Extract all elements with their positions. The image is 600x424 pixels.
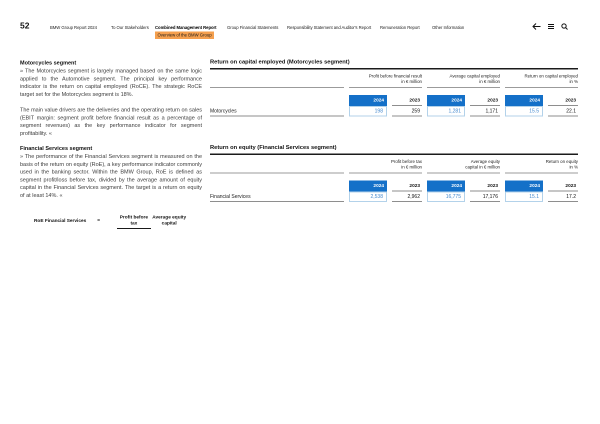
nav-item-other-information[interactable]: Other Information bbox=[432, 25, 465, 30]
nav-item-remuneration-report[interactable]: Remuneration Report bbox=[380, 25, 420, 30]
cell-2023-value: 2,962 bbox=[392, 192, 422, 203]
cell-2023-value: 22.1 bbox=[548, 106, 578, 117]
formula-fraction bbox=[110, 215, 193, 227]
column-group-header-average-equity: Average equity capital in € million bbox=[427, 155, 500, 174]
year-2024-header: 2024 bbox=[427, 181, 465, 192]
year-2024-header: 2024 bbox=[349, 181, 387, 192]
year-2023-header: 2023 bbox=[548, 181, 578, 192]
formula-equals-sign: = bbox=[97, 217, 101, 224]
year-2024-header: 2024 bbox=[427, 95, 465, 106]
column-group-header-roce: Return on capital employed in % bbox=[505, 70, 578, 89]
row-label-financial-services: Financial Services bbox=[210, 192, 344, 203]
table-spacer bbox=[210, 88, 578, 95]
table-grid bbox=[210, 155, 578, 202]
cell-2023-value: 17.2 bbox=[548, 192, 578, 203]
column-group-header-capital-employed: Average capital employed in € million bbox=[427, 70, 500, 89]
table-roe-financial-services bbox=[210, 145, 578, 203]
nav-item-combined-management-report[interactable]: Combined Management Report bbox=[155, 25, 217, 30]
menu-icon[interactable] bbox=[548, 24, 555, 30]
table-roce-motorcycles bbox=[210, 59, 578, 117]
roe-formula bbox=[20, 215, 202, 227]
cell-2024-value: 15.5 bbox=[505, 106, 543, 117]
table-corner-cell bbox=[210, 70, 344, 89]
year-2023-header: 2023 bbox=[548, 95, 578, 106]
cell-2023-value: 17,176 bbox=[470, 192, 500, 203]
search-icon[interactable] bbox=[561, 23, 568, 30]
year-row-label-cell bbox=[210, 95, 344, 106]
table-grid bbox=[210, 70, 578, 117]
header-icons bbox=[532, 23, 568, 30]
nav-item-group-financial-statements[interactable]: Group Financial Statements bbox=[227, 25, 279, 30]
cell-2024-value: 2,538 bbox=[349, 192, 387, 203]
year-2023-header: 2023 bbox=[392, 95, 422, 106]
formula-denominator: Average equity capital bbox=[152, 214, 187, 226]
cell-2023-value: 259 bbox=[392, 106, 422, 117]
cell-2024-value: 15.1 bbox=[505, 192, 543, 203]
nav-item-responsibility-statement[interactable]: Responsibility Statement and Auditor's Report bbox=[287, 25, 372, 30]
back-arrow-icon[interactable] bbox=[532, 23, 541, 30]
formula-lhs: RoE Financial Services bbox=[34, 217, 87, 224]
cell-2024-value: 198 bbox=[349, 106, 387, 117]
page-number: 52 bbox=[20, 21, 30, 31]
nav-item-stakeholders[interactable]: To Our Stakeholders bbox=[111, 25, 149, 30]
cell-2024-value: 1,281 bbox=[427, 106, 465, 117]
paragraph: » The performance of the Financial Services segment is measured on the basis of the return on equity (RoE), a key performance indicator commonly used in the banking sector. Within the BMW Group, RoE is defined as segment profit/loss before tax, divided by the average amount of equity capital in the Financial Services segment. The target is a return on equity of at least 14%. « bbox=[20, 153, 202, 199]
year-2023-header: 2023 bbox=[392, 181, 422, 192]
section-heading: Financial Services segment bbox=[20, 145, 93, 152]
tables-column bbox=[210, 59, 578, 202]
section-heading: Motorcycles segment bbox=[20, 60, 77, 66]
cell-2023-value: 1,171 bbox=[470, 106, 500, 117]
table-title: Return on equity (Financial Services segment) bbox=[210, 145, 578, 156]
body-text-column bbox=[20, 60, 202, 227]
formula-numerator: Profit before tax bbox=[117, 221, 151, 230]
year-2024-header: 2024 bbox=[349, 95, 387, 106]
section-motorcycles-segment bbox=[20, 60, 202, 138]
nav-item-report-home[interactable]: BMW Group Report 2024 bbox=[50, 25, 97, 30]
column-group-header-roe: Return on equity in % bbox=[505, 155, 578, 174]
table-title: Return on capital employed (Motorcycles segment) bbox=[210, 59, 578, 70]
paragraph: » The Motorcycles segment is largely managed based on the same logic applied to the Automotive segment. The principal key performance indicator is the return on capital employed (RoCE). The strategic RoCE target set for the Motorcycles segment is 18%. bbox=[20, 68, 202, 98]
year-2024-header: 2024 bbox=[505, 181, 543, 192]
year-row-label-cell bbox=[210, 181, 344, 192]
year-2023-header: 2023 bbox=[470, 95, 500, 106]
column-group-header-profit: Profit before financial result in € million bbox=[349, 70, 422, 89]
cell-2024-value: 16,775 bbox=[427, 192, 465, 203]
table-spacer bbox=[210, 174, 578, 181]
section-financial-services-segment bbox=[20, 146, 202, 200]
table-corner-cell bbox=[210, 155, 344, 174]
paragraph: The main value drivers are the deliveries and the operating return on sales (EBIT margin: segment profit before financial result as a percentage of segment revenues) as the key performance indicator for segment profitability. « bbox=[20, 107, 202, 137]
column-group-header-profit-before-tax: Profit before tax in € million bbox=[349, 155, 422, 174]
row-label-motorcycles: Motorcycles bbox=[210, 106, 344, 117]
year-2024-header: 2024 bbox=[505, 95, 543, 106]
year-2023-header: 2023 bbox=[470, 181, 500, 192]
subnav-overview-chip[interactable]: Overview of the BMW Group bbox=[155, 32, 214, 40]
